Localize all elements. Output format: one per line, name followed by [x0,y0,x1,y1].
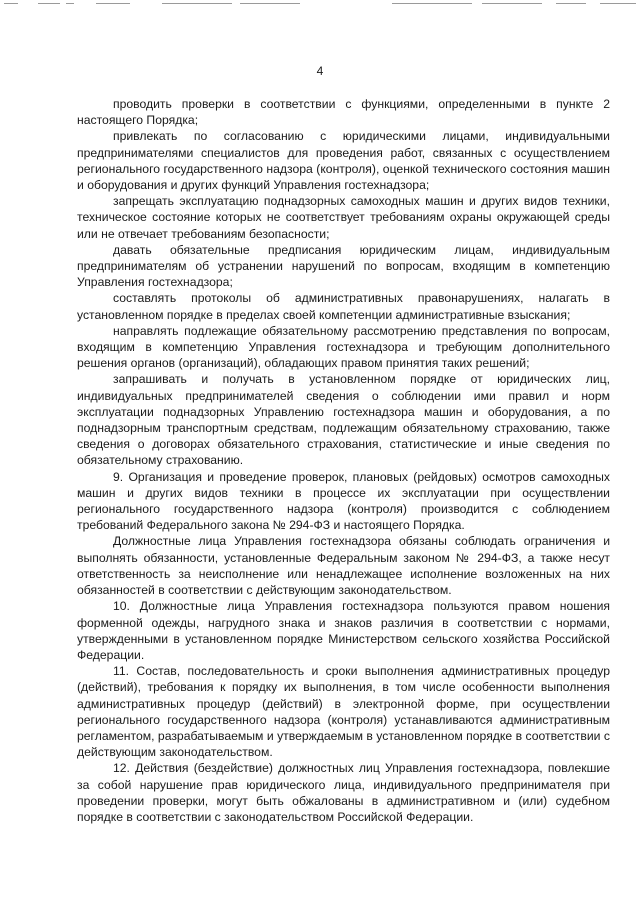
paragraph: запрашивать и получать в установленном порядке от юридических лиц, индивидуальных предпринимателей сведения о соблюдении ими правил и норм эксплуатации поднадзорных Управлению гостехнадзора машин и оборудования, а по поднадзорным транспортным средствам, подлежащим обязательному страхованию, также сведения о договорах обязательного страхования, статистические и иные сведения по обязательному страхованию. [77,372,610,468]
paragraph: проводить проверки в соответствии с функциями, определенными в пункте 2 настоящего Порядка; [77,97,610,128]
paragraph: 9. Организация и проведение проверок, плановых (рейдовых) осмотров самоходных машин и других видов техники в процессе их эксплуатации при осуществлении регионального государственного надзора (контроля) производится с соблюдением требований Федерального закона № 294-ФЗ и настоящего Порядка. [77,469,610,533]
paragraph: 11. Состав, последовательность и сроки выполнения административных процедур (действий), требования к порядку их выполнения, в том числе особенности выполнения административных процедур (действий) в электронной форме, при осуществлении регионального государственного надзора (контроля) устанавливаются административным регламентом, разрабатываемым и утверждаемым в установленном порядке в соответствии с действующим законодательством. [77,664,610,760]
paragraph: направлять подлежащие обязательному рассмотрению представления по вопросам, входящим в компетенцию Управления гостехнадзора и требующим дополнительного решения органов (организаций), обладающих правом принятия таких решений; [77,323,610,371]
document-body [77,96,610,825]
paragraph: 10. Должностные лица Управления гостехнадзора пользуются правом ношения форменной одежды, нагрудного знака и знаков различия в соответствии с нормами, утвержденными в установленном порядке Министерством сельского хозяйства Российской Федерации. [77,599,610,662]
page-number: 4 [316,64,324,78]
paragraph: составлять протоколы об административных правонарушениях, налагать в установленном порядке в пределах своей компетенции административные взыскания; [77,291,610,322]
paragraph: Должностные лица Управления гостехнадзора обязаны соблюдать ограничения и выполнять обязанности, установленные Федеральным законом № 294-ФЗ, а также несут ответственность за неисполнение или ненадлежащее исполнение возложенных на них обязанностей в соответствии с действующим законодательством. [77,534,610,598]
scan-top-edge [0,0,640,8]
paragraph: привлекать по согласованию с юридическими лицами, индивидуальными предпринимателями специалистов для проведения работ, связанных с осуществлением регионального государственного надзора (контроля), оценкой технического состояния машин и оборудования и других функций Управления гостехнадзора; [77,129,610,193]
paragraph: запрещать эксплуатацию поднадзорных самоходных машин и других видов техники, техническое состояние которых не соответствует требованиям охраны окружающей среды или не отвечает требованиям безопасности; [77,194,610,241]
paragraph: давать обязательные предписания юридическим лицам, индивидуальным предпринимателям об устранении нарушений по вопросам, входящим в компетенцию Управления гостехнадзора; [77,242,610,290]
paragraph: 12. Действия (бездействие) должностных лиц Управления гостехнадзора, повлекшие за собой нарушение прав юридического лица, индивидуального предпринимателя при проведении проверки, могут быть обжалованы в административном и (или) судебном порядке в соответствии с законодательством Российской Федерации. [77,761,610,824]
